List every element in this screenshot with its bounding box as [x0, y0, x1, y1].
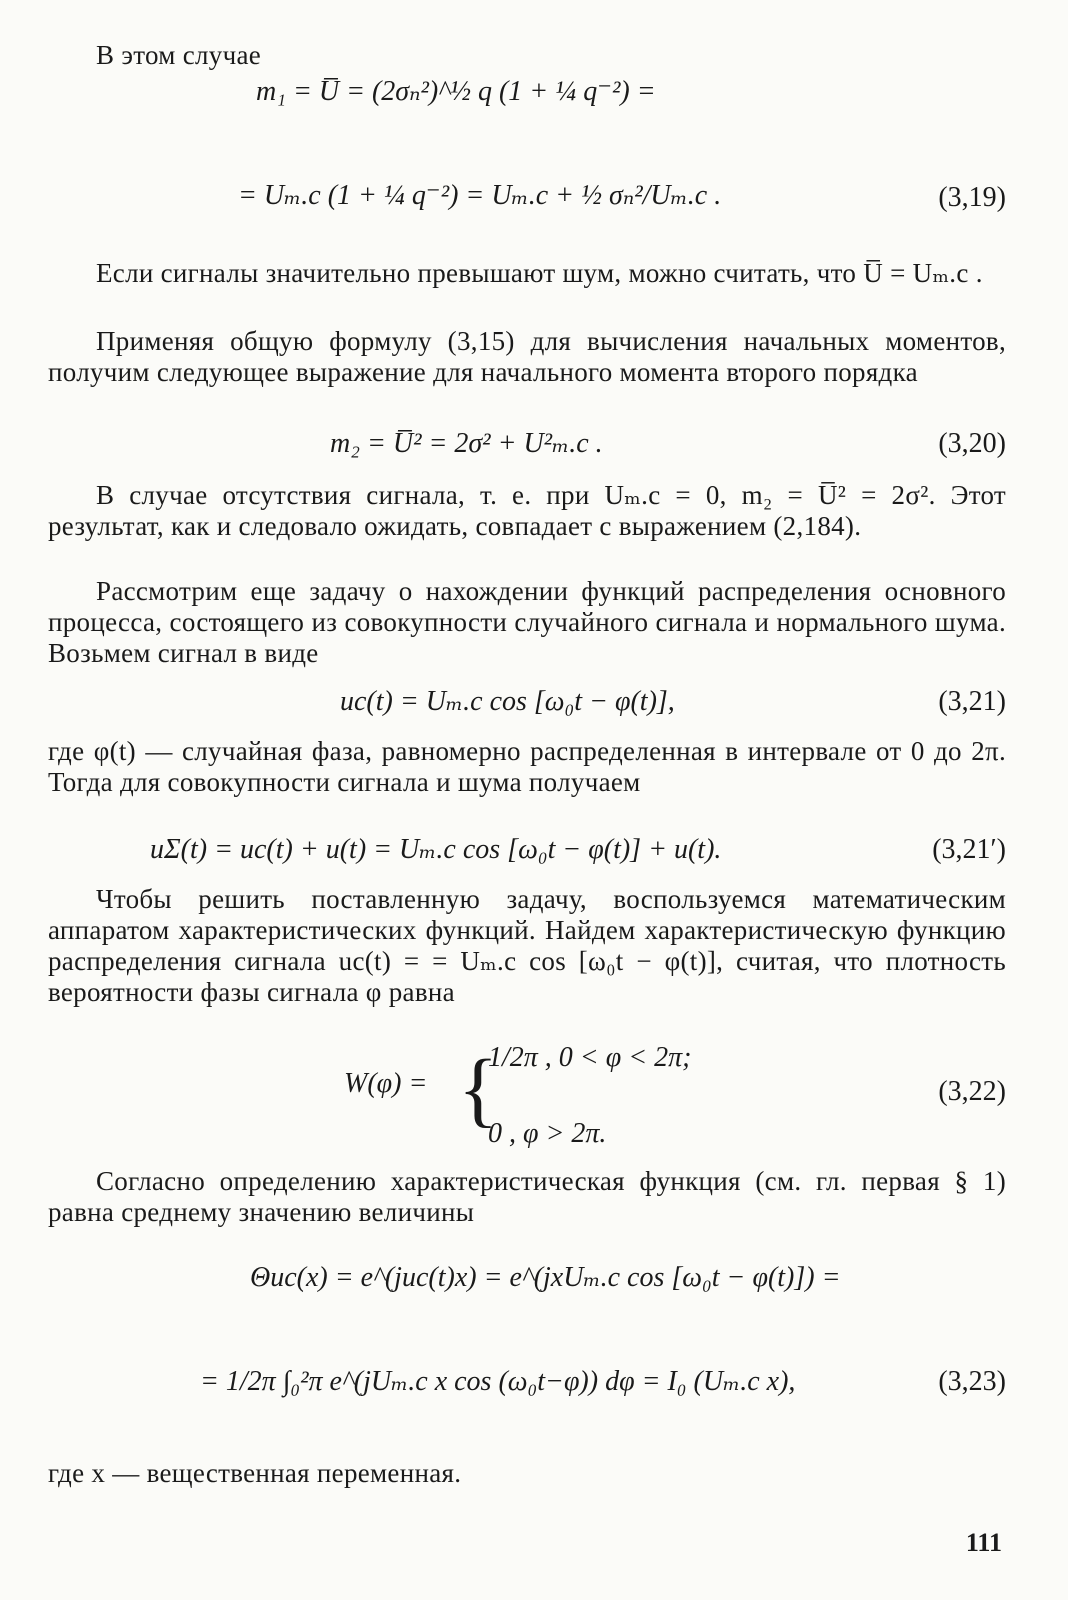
equation-number-3-20: (3,20) — [938, 428, 1006, 459]
paragraph-intro: В этом случае — [96, 40, 262, 70]
paragraph-characteristic-functions: Чтобы решить поставленную задачу, воспользуемся математическим аппаратом характеристических функций. Найдем характеристическую функцию распределения сигнала uс(t) = = Uₘ.с cos [ω₀t − φ(t)], считая, что плотность вероятности фазы сигнала φ равна — [48, 884, 1006, 1007]
paragraph-random-phase: где φ(t) — случайная фаза, равномерно распределенная в интервале от 0 до 2π. Тогда для совокупности сигнала и шума получаем — [48, 736, 1006, 797]
paragraph-signals-exceed-noise: Если сигналы значительно превышают шум, можно считать, что U̅ = Uₘ.с . — [96, 258, 983, 288]
eq-text: uΣ(t) = uс(t) + u(t) = Uₘ.с cos [ω₀t − φ(t)] + u(t). — [150, 834, 722, 865]
equation-3-22-case1 — [488, 1042, 691, 1074]
equation-number-3-22: (3,22) — [938, 1076, 1006, 1107]
eq-text: = Uₘ.с (1 + ¼ q⁻²) = Uₘ.с + ½ σₙ²/Uₘ.с . — [238, 180, 722, 211]
equation-3-23-line2 — [200, 1366, 795, 1398]
equation-3-21 — [340, 686, 675, 718]
eq-text: Θuс(x) = e^(juс(t)x) = e^(jxUₘ.с cos [ω₀t − φ(t)]) = — [250, 1262, 841, 1293]
eq-text: uс(t) = Uₘ.с cos [ω₀t − φ(t)], — [340, 686, 675, 717]
equation-number-3-21: (3,21) — [938, 686, 1006, 717]
paragraph-no-signal: В случае отсутствия сигнала, т. е. при Uₘ.с = 0, m₂ = U̅² = 2σ². Этот результат, как и следовало ожидать, совпадает с выражением (2,184). — [48, 480, 1006, 541]
paragraph-distribution-problem: Рассмотрим еще задачу о нахождении функций распределения основного процесса, состоящего из совокупности случайного сигнала и нормального шума. Возьмем сигнал в виде — [48, 576, 1006, 668]
eq-text: 1/2π , 0 < φ < 2π; — [488, 1042, 692, 1073]
eq-text: = 1/2π ∫₀²π e^(jUₘ.с x cos (ω₀t−φ)) dφ = I₀ (Uₘ.с x), — [200, 1366, 796, 1397]
equation-3-19-line1 — [256, 76, 656, 108]
equation-number-3-23: (3,23) — [938, 1366, 1006, 1397]
eq-text: m₁ = U̅ = (2σₙ²)^½ q (1 + ¼ q⁻²) = — [256, 76, 656, 107]
paragraph-real-variable: где x — вещественная переменная. — [48, 1458, 462, 1488]
equation-3-22-lhs — [344, 1068, 427, 1100]
equation-3-19-line2 — [238, 180, 721, 212]
page-number: 111 — [965, 1528, 1002, 1557]
eq-text: m₂ = U̅² = 2σ² + U²ₘ.с . — [330, 428, 603, 459]
paragraph-general-formula: Применяя общую формулу (3,15) для вычисления начальных моментов, получим следующее выражение для начального момента второго порядка — [48, 326, 1006, 387]
equation-3-21-prime — [150, 834, 721, 866]
eq-text: W(φ) = — [344, 1068, 428, 1099]
equation-3-22-case2 — [488, 1118, 606, 1150]
equation-number-3-19: (3,19) — [938, 182, 1006, 213]
paragraph-definition: Согласно определению характеристическая функция (см. гл. первая § 1) равна среднему значению величины — [48, 1166, 1006, 1227]
eq-text: 0 , φ > 2π. — [488, 1118, 607, 1149]
equation-3-20 — [330, 428, 603, 460]
equation-number-3-21-prime: (3,21′) — [932, 834, 1006, 865]
equation-3-23-line1 — [250, 1262, 841, 1294]
left-brace: { — [458, 1043, 499, 1136]
